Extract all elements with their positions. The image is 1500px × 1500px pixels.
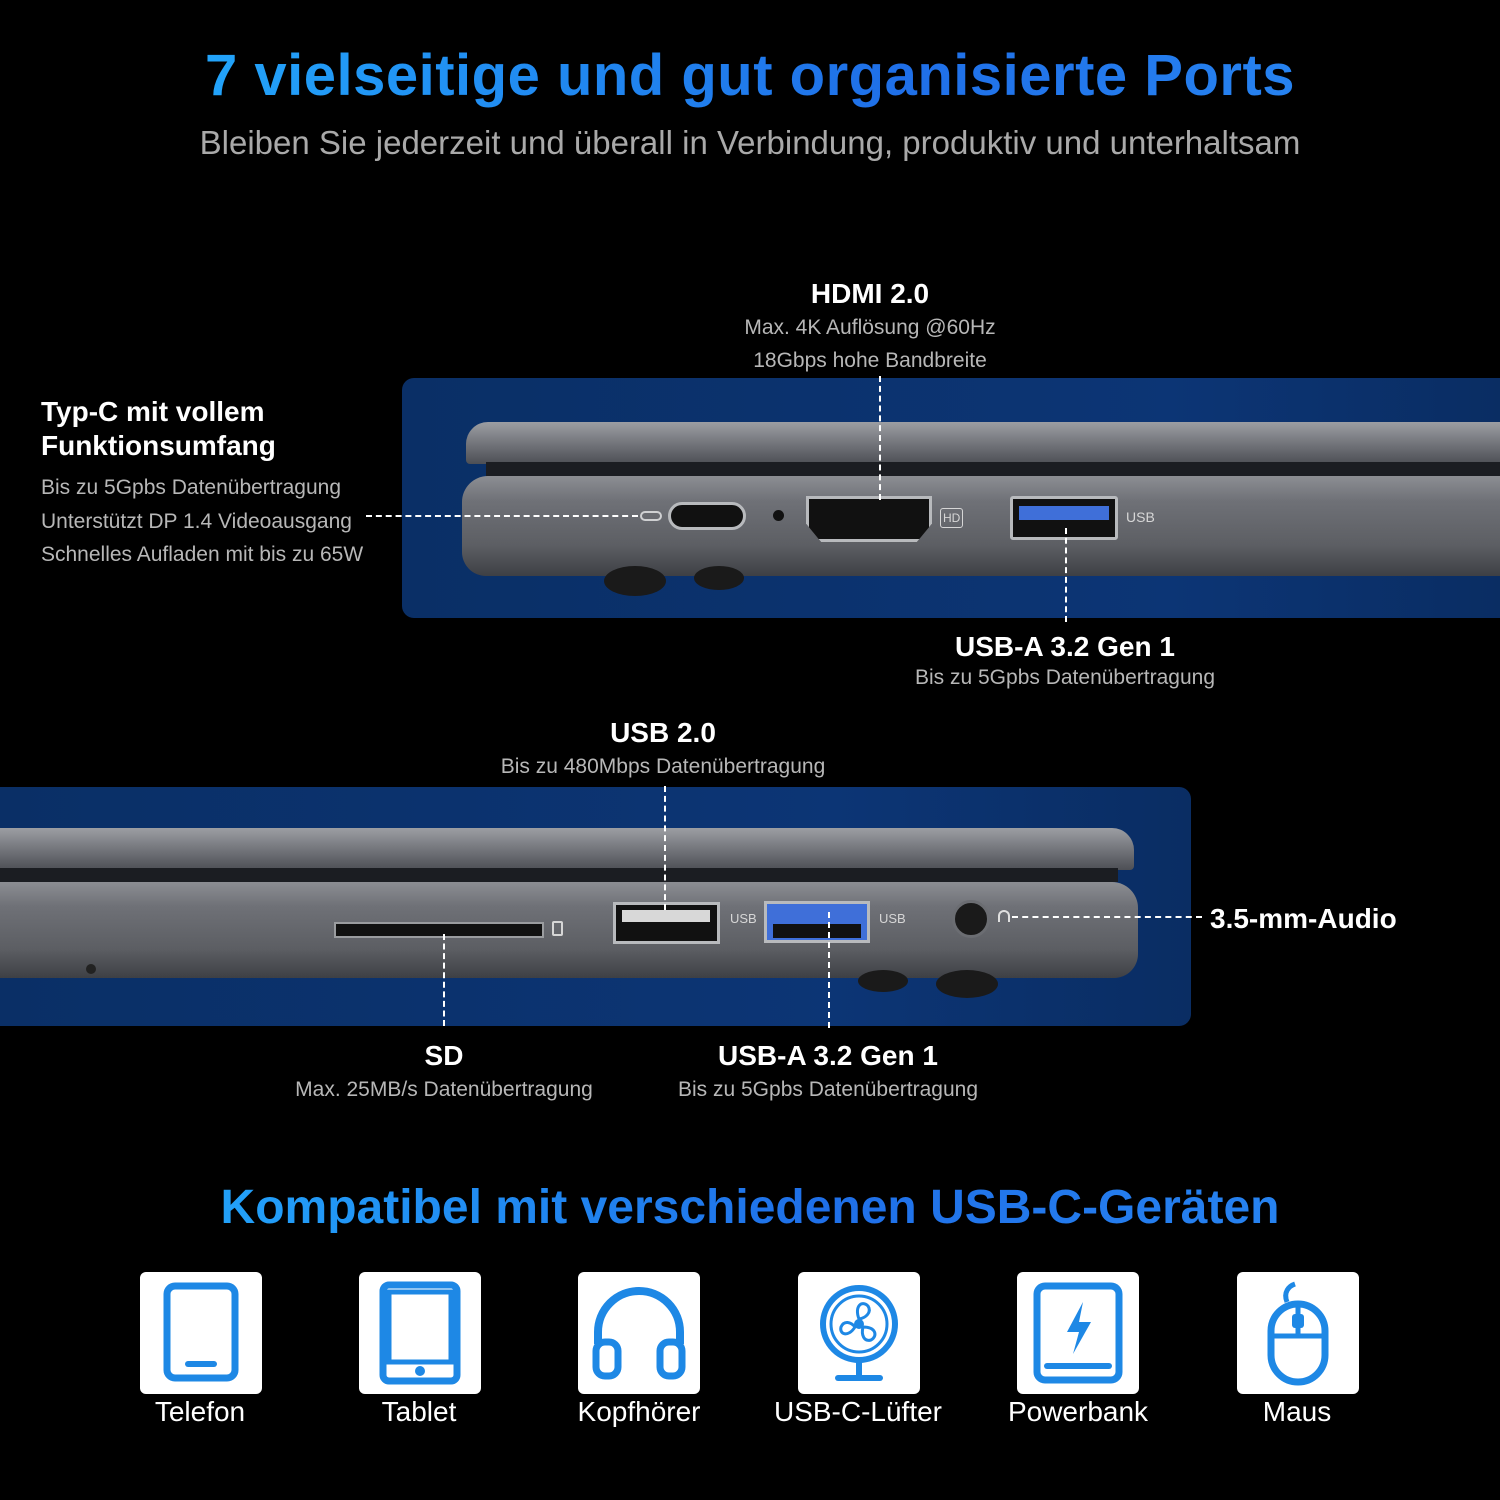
usb-mark: USB: [879, 911, 906, 926]
sd-card-icon: [552, 921, 563, 936]
usb-c-port: [668, 502, 746, 530]
phone-icon: [140, 1272, 262, 1394]
typec-desc-1: Bis zu 5Gpbs Datenübertragung: [41, 476, 342, 499]
headphones-icon: [578, 1272, 700, 1394]
usb-2-port: [613, 902, 720, 944]
hdmi-desc-2: 18Gbps hohe Bandbreite: [753, 349, 987, 372]
device-card-kopfhoerer: [578, 1272, 700, 1394]
compat-title: Kompatibel mit verschiedenen USB-C-Geräten: [0, 1180, 1500, 1235]
headphone-symbol: [998, 910, 1010, 922]
powerbank-icon: [1017, 1272, 1139, 1394]
page-subtitle: Bleiben Sie jederzeit und überall in Verbindung, produktiv und unterhaltsam: [199, 124, 1301, 161]
typec-leader-line: [366, 515, 638, 517]
top-laptop-gap: [486, 462, 1500, 476]
usb-mark: USB: [1126, 509, 1155, 525]
usb-c-symbol: [640, 511, 662, 521]
usba-top-title: USB-A 3.2 Gen 1: [955, 631, 1175, 662]
laptop-foot: [694, 566, 744, 590]
usb-mark: USB: [730, 911, 757, 926]
audio-leader-line: [1012, 916, 1202, 918]
device-label: USB-C-Lüfter: [773, 1396, 943, 1427]
usba-top-leader-line: [1065, 528, 1067, 622]
fan-icon: [798, 1272, 920, 1394]
hdmi-port: [806, 496, 932, 542]
hd-mark: HD: [940, 508, 963, 528]
audio-title: 3.5-mm-Audio: [1210, 903, 1397, 934]
device-card-powerbank: [1017, 1272, 1139, 1394]
usb2-desc: Bis zu 480Mbps Datenübertragung: [500, 755, 826, 778]
laptop-foot: [936, 970, 998, 998]
hdmi-title: HDMI 2.0: [810, 278, 930, 309]
device-label: Kopfhörer: [577, 1396, 701, 1427]
sd-title: SD: [424, 1040, 464, 1071]
device-label: Maus: [1262, 1396, 1332, 1427]
device-card-usbc-luefter: [798, 1272, 920, 1394]
usb2-leader-line: [664, 786, 666, 910]
sd-card-slot: [334, 922, 544, 938]
device-card-maus: [1237, 1272, 1359, 1394]
base-screw: [86, 964, 96, 974]
top-laptop-lid: [466, 422, 1500, 464]
sd-leader-line: [443, 934, 445, 1026]
top-laptop-base: [462, 476, 1500, 576]
device-card-telefon: [140, 1272, 262, 1394]
device-label: Tablet: [381, 1396, 457, 1427]
typec-desc-2: Unterstützt DP 1.4 Videoausgang: [41, 510, 352, 533]
audio-jack: [952, 900, 990, 938]
hdmi-leader-line: [879, 376, 881, 500]
bottom-laptop-gap: [0, 868, 1118, 882]
usba-bottom-desc: Bis zu 5Gpbs Datenübertragung: [677, 1078, 979, 1101]
usb-a-port-blue: [764, 901, 870, 943]
typec-title-2: Funktionsumfang: [41, 430, 276, 461]
usba-bottom-leader-line: [828, 912, 830, 1028]
usba-bottom-title: USB-A 3.2 Gen 1: [718, 1040, 938, 1071]
hdmi-desc-1: Max. 4K Auflösung @60Hz: [744, 316, 996, 339]
usba-top-desc: Bis zu 5Gpbs Datenübertragung: [914, 666, 1216, 689]
tablet-icon: [359, 1272, 481, 1394]
sd-desc: Max. 25MB/s Datenübertragung: [295, 1078, 593, 1101]
usb2-title: USB 2.0: [610, 717, 716, 748]
device-label: Telefon: [154, 1396, 246, 1427]
laptop-foot: [604, 566, 666, 596]
typec-desc-3: Schnelles Aufladen mit bis zu 65W: [41, 543, 364, 566]
page-title: 7 vielseitige und gut organisierte Ports: [0, 42, 1500, 109]
device-label: Powerbank: [1007, 1396, 1149, 1427]
device-card-tablet: [359, 1272, 481, 1394]
laptop-foot: [858, 970, 908, 992]
typec-title-1: Typ-C mit vollem: [41, 396, 265, 427]
mouse-icon: [1237, 1272, 1359, 1394]
indicator-led: [773, 510, 784, 521]
usb-a-port-blue: [1010, 496, 1118, 540]
bottom-laptop-lid: [0, 828, 1134, 870]
